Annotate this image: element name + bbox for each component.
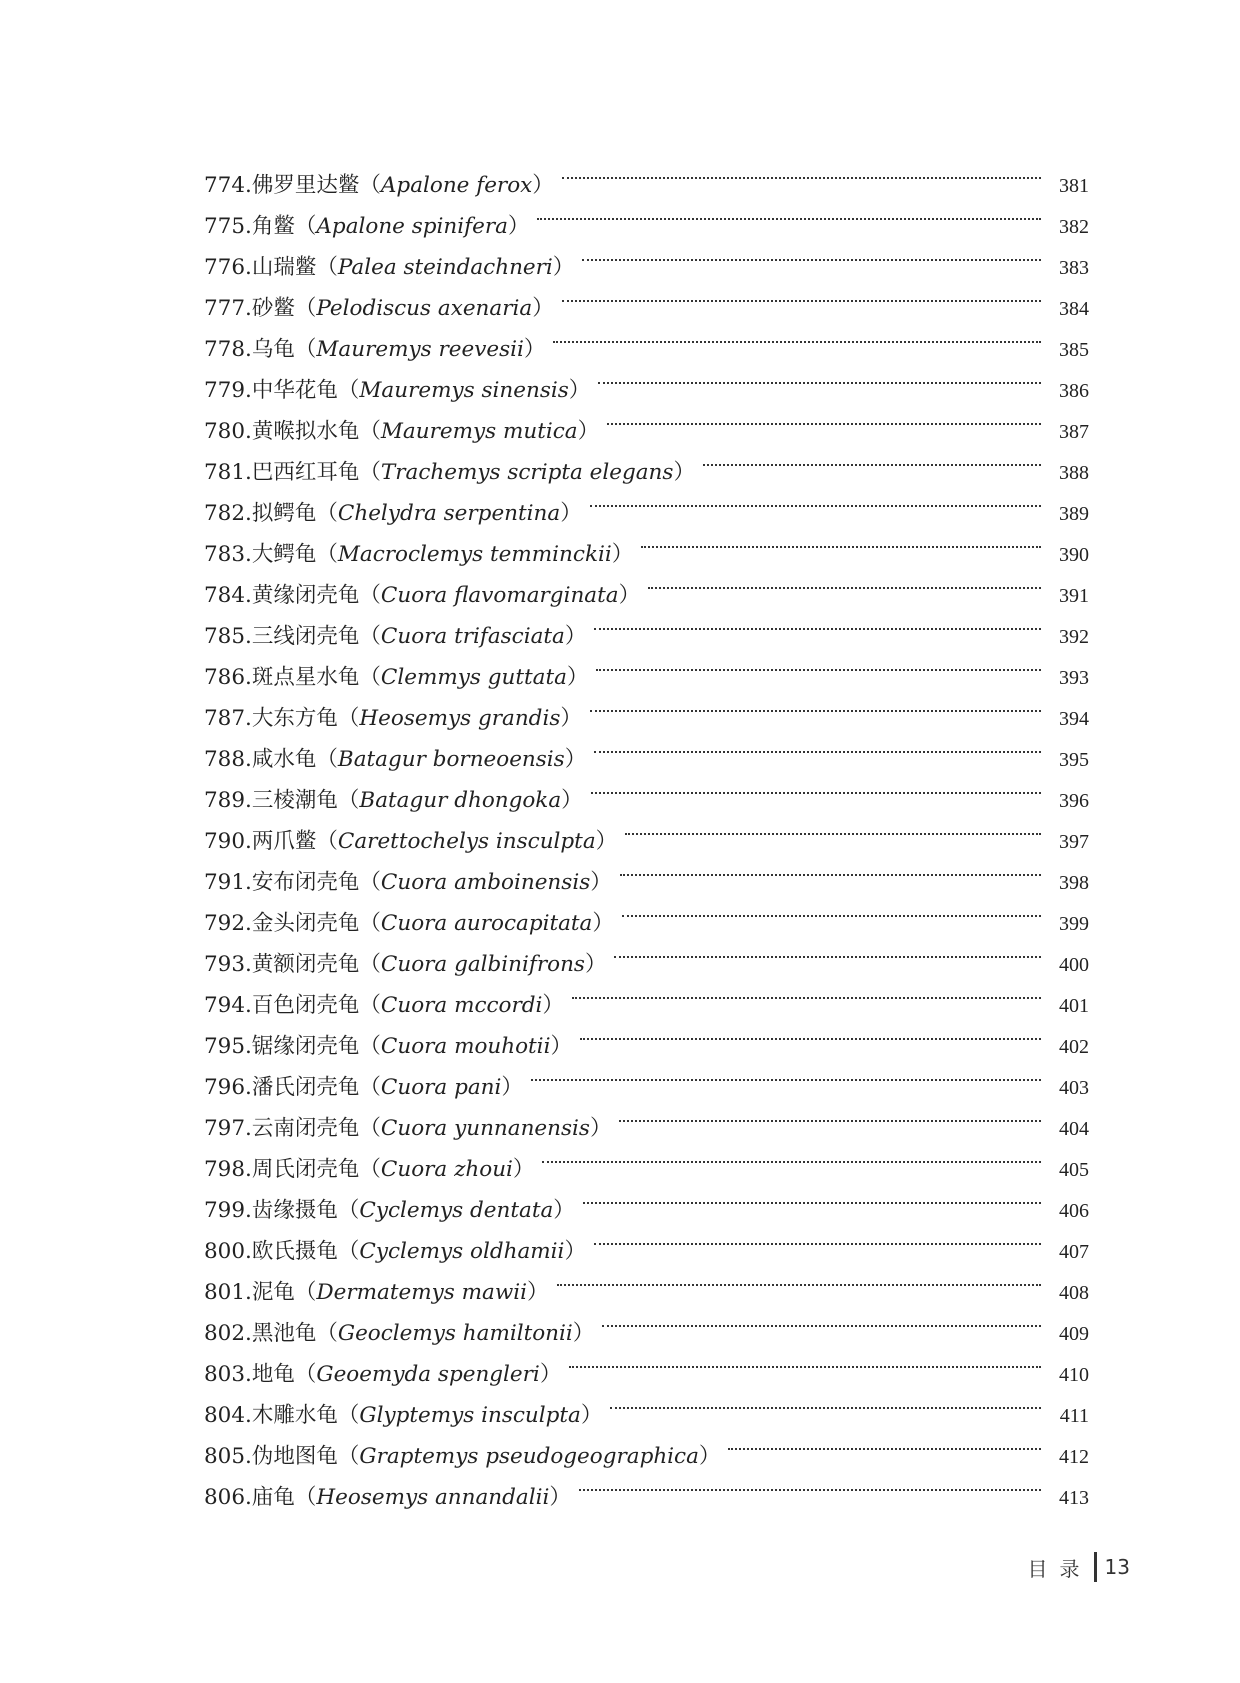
- dot-leader: [590, 479, 1041, 520]
- open-paren: （: [294, 214, 317, 239]
- dot-leader: [641, 520, 1041, 561]
- entry-number: 775.: [204, 214, 252, 239]
- toc-entry[interactable]: [204, 151, 1089, 198]
- entry-page-number: 400: [1059, 954, 1089, 976]
- entry-latin-name: Dermatemys mawii: [316, 1280, 527, 1305]
- dot-leader: [610, 1381, 1041, 1422]
- entry-latin-name: Batagur borneoensis: [337, 747, 565, 772]
- entry-chinese-name: 山瑞鳖: [251, 255, 317, 280]
- open-paren: （: [359, 1116, 381, 1141]
- close-paren: ）: [592, 911, 614, 936]
- entry-page-number: 388: [1059, 462, 1089, 484]
- entry-number: 793.: [204, 952, 252, 977]
- close-paren: ）: [539, 1362, 562, 1387]
- dot-leader: [572, 971, 1041, 1012]
- dot-leader: [648, 561, 1041, 602]
- open-paren: （: [294, 1280, 317, 1305]
- entry-latin-name: Geoclemys hamiltonii: [337, 1321, 573, 1346]
- open-paren: （: [316, 255, 338, 280]
- entry-page-number: 409: [1059, 1323, 1089, 1345]
- entry-chinese-name: 拟鳄龟: [251, 501, 317, 526]
- close-paren: ）: [532, 173, 554, 198]
- dot-leader: [591, 766, 1041, 807]
- dot-leader: [594, 725, 1041, 766]
- entry-latin-name: Mauremys sinensis: [359, 378, 569, 403]
- entry-page-number: 413: [1059, 1487, 1089, 1509]
- entry-latin-name: Cuora galbinifrons: [380, 952, 585, 977]
- entry-chinese-name: 佛罗里达鳖: [251, 173, 360, 198]
- open-paren: （: [294, 1362, 317, 1387]
- entry-chinese-name: 大鳄龟: [251, 542, 317, 567]
- entry-page-number: 381: [1059, 175, 1089, 197]
- dot-leader: [728, 1422, 1041, 1463]
- dot-leader: [619, 1094, 1041, 1135]
- close-paren: ）: [589, 1116, 612, 1141]
- entry-page-number: 391: [1059, 585, 1089, 607]
- entry-latin-name: Batagur dhongoka: [359, 788, 562, 813]
- entry-latin-name: Cuora yunnanensis: [380, 1116, 590, 1141]
- dot-leader: [607, 397, 1041, 438]
- close-paren: ）: [595, 829, 618, 854]
- open-paren: （: [359, 665, 381, 690]
- close-paren: ）: [549, 1485, 571, 1510]
- entry-page-number: 383: [1059, 257, 1089, 279]
- open-paren: （: [316, 747, 338, 772]
- open-paren: （: [294, 296, 317, 321]
- page-footer: [1028, 1552, 1130, 1582]
- entry-chinese-name: 中华花龟: [251, 378, 338, 403]
- close-paren: ）: [552, 255, 575, 280]
- entry-page-number: 403: [1059, 1077, 1089, 1099]
- entry-latin-name: Mauremys reevesii: [316, 337, 524, 362]
- entry-page-number: 408: [1059, 1282, 1089, 1304]
- close-paren: ）: [611, 542, 634, 567]
- entry-number: 786.: [204, 665, 252, 690]
- entry-chinese-name: 安布闭壳龟: [251, 870, 360, 895]
- entry-chinese-name: 周氏闭壳龟: [251, 1157, 360, 1182]
- dot-leader: [542, 1135, 1041, 1176]
- open-paren: （: [359, 419, 381, 444]
- dot-leader: [703, 438, 1041, 479]
- entry-chinese-name: 云南闭壳龟: [251, 1116, 360, 1141]
- close-paren: ）: [673, 460, 695, 485]
- entry-latin-name: Clemmys guttata: [380, 665, 567, 690]
- dot-leader: [625, 807, 1041, 848]
- entry-chinese-name: 砂鳖: [251, 296, 295, 321]
- entry-number: 781.: [204, 460, 252, 485]
- entry-chinese-name: 两爪鳖: [251, 829, 317, 854]
- entry-page-number: 395: [1059, 749, 1089, 771]
- entry-page-number: 387: [1059, 421, 1089, 443]
- close-paren: ）: [507, 214, 530, 239]
- close-paren: ）: [550, 1034, 572, 1059]
- open-paren: （: [337, 1444, 360, 1469]
- open-paren: （: [359, 870, 381, 895]
- open-paren: （: [337, 1403, 360, 1428]
- entry-latin-name: Glyptemys insculpta: [359, 1403, 581, 1428]
- entry-number: 798.: [204, 1157, 252, 1182]
- entry-number: 800.: [204, 1239, 252, 1264]
- entry-number: 795.: [204, 1034, 252, 1059]
- open-paren: （: [359, 952, 381, 977]
- entry-latin-name: Palea steindachneri: [337, 255, 553, 280]
- entry-latin-name: Pelodiscus axenaria: [316, 296, 533, 321]
- entry-number: 784.: [204, 583, 252, 608]
- entry-latin-name: Cuora mccordi: [380, 993, 543, 1018]
- entry-number: 780.: [204, 419, 252, 444]
- entry-latin-name: Trachemys scripta elegans: [380, 460, 674, 485]
- close-paren: ）: [566, 665, 589, 690]
- dot-leader: [553, 315, 1041, 356]
- entry-page-number: 397: [1059, 831, 1089, 853]
- dot-leader: [598, 356, 1041, 397]
- entry-number: 801.: [204, 1280, 252, 1305]
- entry-number: 806.: [204, 1485, 252, 1510]
- entry-latin-name: Apalone spinifera: [316, 214, 508, 239]
- close-paren: ）: [577, 419, 600, 444]
- dot-leader: [579, 1463, 1041, 1504]
- entry-number: 785.: [204, 624, 252, 649]
- entry-number: 796.: [204, 1075, 252, 1100]
- entry-chinese-name: 百色闭壳龟: [251, 993, 360, 1018]
- close-paren: ）: [564, 747, 587, 772]
- open-paren: （: [337, 1239, 360, 1264]
- entry-latin-name: Cuora zhoui: [380, 1157, 513, 1182]
- entry-number: 794.: [204, 993, 252, 1018]
- entry-chinese-name: 黑池龟: [251, 1321, 317, 1346]
- entry-number: 799.: [204, 1198, 252, 1223]
- footer-divider: [1094, 1552, 1097, 1582]
- open-paren: （: [359, 460, 381, 485]
- entry-latin-name: Mauremys mutica: [380, 419, 578, 444]
- open-paren: （: [316, 501, 338, 526]
- entry-number: 776.: [204, 255, 252, 280]
- close-paren: ）: [501, 1075, 523, 1100]
- entry-number: 777.: [204, 296, 252, 321]
- open-paren: （: [337, 706, 360, 731]
- open-paren: （: [359, 624, 381, 649]
- entry-number: 778.: [204, 337, 252, 362]
- entry-page-number: 393: [1059, 667, 1089, 689]
- close-paren: ）: [560, 706, 582, 731]
- entry-number: 805.: [204, 1444, 252, 1469]
- open-paren: （: [294, 1485, 317, 1510]
- entry-chinese-name: 潘氏闭壳龟: [251, 1075, 360, 1100]
- entry-latin-name: Cuora trifasciata: [380, 624, 565, 649]
- footer-section-title: 目录: [1027, 1556, 1092, 1581]
- entry-latin-name: Geoemyda spengleri: [316, 1362, 540, 1387]
- close-paren: ）: [542, 993, 564, 1018]
- entry-number: 791.: [204, 870, 252, 895]
- dot-leader: [569, 1340, 1041, 1381]
- open-paren: （: [359, 911, 381, 936]
- entry-page-number: 384: [1059, 298, 1089, 320]
- entry-page-number: 402: [1059, 1036, 1089, 1058]
- entry-chinese-name: 欧氏摄龟: [251, 1239, 338, 1264]
- entry-page-number: 410: [1059, 1364, 1089, 1386]
- entry-page-number: 394: [1059, 708, 1089, 730]
- entry-chinese-name: 巴西红耳龟: [251, 460, 360, 485]
- entry-chinese-name: 齿缘摄龟: [251, 1198, 338, 1223]
- open-paren: （: [359, 583, 381, 608]
- close-paren: ）: [618, 583, 641, 608]
- entry-page-number: 396: [1059, 790, 1089, 812]
- open-paren: （: [294, 337, 317, 362]
- entry-latin-name: Cyclemys dentata: [359, 1198, 554, 1223]
- entry-latin-name: Heosemys annandalii: [316, 1485, 550, 1510]
- dot-leader: [582, 233, 1041, 274]
- entry-chinese-name: 斑点星水龟: [251, 665, 360, 690]
- entry-number: 783.: [204, 542, 252, 567]
- entry-chinese-name: 三线闭壳龟: [251, 624, 360, 649]
- entry-chinese-name: 三棱潮龟: [251, 788, 338, 813]
- entry-number: 779.: [204, 378, 252, 403]
- open-paren: （: [337, 788, 360, 813]
- entry-number: 782.: [204, 501, 252, 526]
- entry-latin-name: Graptemys pseudogeographica: [359, 1444, 699, 1469]
- dot-leader: [562, 274, 1041, 315]
- close-paren: ）: [564, 1239, 586, 1264]
- entry-number: 792.: [204, 911, 252, 936]
- dot-leader: [583, 1176, 1041, 1217]
- entry-number: 790.: [204, 829, 252, 854]
- entry-page-number: 407: [1059, 1241, 1089, 1263]
- entry-chinese-name: 咸水龟: [251, 747, 317, 772]
- dot-leader: [594, 1217, 1041, 1258]
- entry-latin-name: Cuora pani: [380, 1075, 502, 1100]
- entry-page-number: 385: [1059, 339, 1089, 361]
- dot-leader: [614, 930, 1041, 971]
- close-paren: ）: [698, 1444, 721, 1469]
- entry-chinese-name: 乌龟: [251, 337, 295, 362]
- entry-latin-name: Carettochelys insculpta: [337, 829, 596, 854]
- close-paren: ）: [532, 296, 554, 321]
- dot-leader: [562, 151, 1041, 192]
- open-paren: （: [359, 173, 381, 198]
- entry-page-number: 401: [1059, 995, 1089, 1017]
- entry-latin-name: Heosemys grandis: [359, 706, 561, 731]
- open-paren: （: [359, 1034, 381, 1059]
- entry-page-number: 389: [1059, 503, 1089, 525]
- entry-page-number: 398: [1059, 872, 1089, 894]
- entry-chinese-name: 木雕水龟: [251, 1403, 338, 1428]
- entry-number: 774.: [204, 173, 252, 198]
- dot-leader: [557, 1258, 1042, 1299]
- entry-chinese-name: 庙龟: [251, 1485, 295, 1510]
- entry-page-number: 382: [1059, 216, 1089, 238]
- close-paren: ）: [580, 1403, 603, 1428]
- close-paren: ）: [523, 337, 546, 362]
- entry-page-number: 392: [1059, 626, 1089, 648]
- entry-chinese-name: 地龟: [251, 1362, 295, 1387]
- entry-number: 789.: [204, 788, 252, 813]
- dot-leader: [596, 643, 1041, 684]
- dot-leader: [580, 1012, 1041, 1053]
- entry-page-number: 404: [1059, 1118, 1089, 1140]
- close-paren: ）: [526, 1280, 549, 1305]
- close-paren: ）: [568, 378, 591, 403]
- entry-number: 787.: [204, 706, 252, 731]
- table-of-contents: [204, 151, 1089, 1510]
- entry-latin-name: Cyclemys oldhamii: [359, 1239, 565, 1264]
- entry-number: 803.: [204, 1362, 252, 1387]
- close-paren: ）: [512, 1157, 535, 1182]
- entry-chinese-name: 伪地图龟: [251, 1444, 338, 1469]
- entry-latin-name: Cuora aurocapitata: [380, 911, 593, 936]
- dot-leader: [602, 1299, 1041, 1340]
- close-paren: ）: [553, 1198, 575, 1223]
- entry-page-number: 399: [1059, 913, 1089, 935]
- entry-number: 797.: [204, 1116, 252, 1141]
- dot-leader: [622, 889, 1041, 930]
- entry-chinese-name: 大东方龟: [251, 706, 338, 731]
- entry-latin-name: Cuora mouhotii: [380, 1034, 551, 1059]
- entry-page-number: 386: [1059, 380, 1089, 402]
- entry-page-number: 406: [1059, 1200, 1089, 1222]
- dot-leader: [537, 192, 1041, 233]
- close-paren: ）: [572, 1321, 595, 1346]
- entry-chinese-name: 黄喉拟水龟: [251, 419, 360, 444]
- open-paren: （: [337, 378, 360, 403]
- open-paren: （: [359, 1157, 381, 1182]
- entry-latin-name: Macroclemys temminckii: [337, 542, 612, 567]
- entry-chinese-name: 角鳖: [251, 214, 295, 239]
- dot-leader: [531, 1053, 1041, 1094]
- entry-page-number: 405: [1059, 1159, 1089, 1181]
- close-paren: ）: [561, 788, 583, 813]
- entry-latin-name: Apalone ferox: [380, 173, 533, 198]
- close-paren: ）: [564, 624, 587, 649]
- entry-number: 802.: [204, 1321, 252, 1346]
- entry-number: 804.: [204, 1403, 252, 1428]
- open-paren: （: [316, 829, 338, 854]
- entry-chinese-name: 黄缘闭壳龟: [251, 583, 360, 608]
- dot-leader: [620, 848, 1041, 889]
- entry-latin-name: Chelydra serpentina: [337, 501, 561, 526]
- dot-leader: [594, 602, 1041, 643]
- entry-chinese-name: 泥龟: [251, 1280, 295, 1305]
- close-paren: ）: [560, 501, 582, 526]
- entry-number: 788.: [204, 747, 252, 772]
- open-paren: （: [359, 1075, 381, 1100]
- open-paren: （: [316, 1321, 338, 1346]
- close-paren: ）: [584, 952, 607, 977]
- entry-page-number: 412: [1059, 1446, 1089, 1468]
- dot-leader: [590, 684, 1041, 725]
- entry-latin-name: Cuora amboinensis: [380, 870, 591, 895]
- entry-page-number: 390: [1059, 544, 1089, 566]
- open-paren: （: [316, 542, 338, 567]
- entry-chinese-name: 锯缘闭壳龟: [251, 1034, 360, 1059]
- footer-page-number: 13: [1104, 1555, 1130, 1579]
- entry-chinese-name: 黄额闭壳龟: [251, 952, 360, 977]
- entry-page-number: 411: [1059, 1405, 1089, 1427]
- open-paren: （: [337, 1198, 360, 1223]
- close-paren: ）: [590, 870, 612, 895]
- open-paren: （: [359, 993, 381, 1018]
- entry-chinese-name: 金头闭壳龟: [251, 911, 360, 936]
- entry-latin-name: Cuora flavomarginata: [380, 583, 619, 608]
